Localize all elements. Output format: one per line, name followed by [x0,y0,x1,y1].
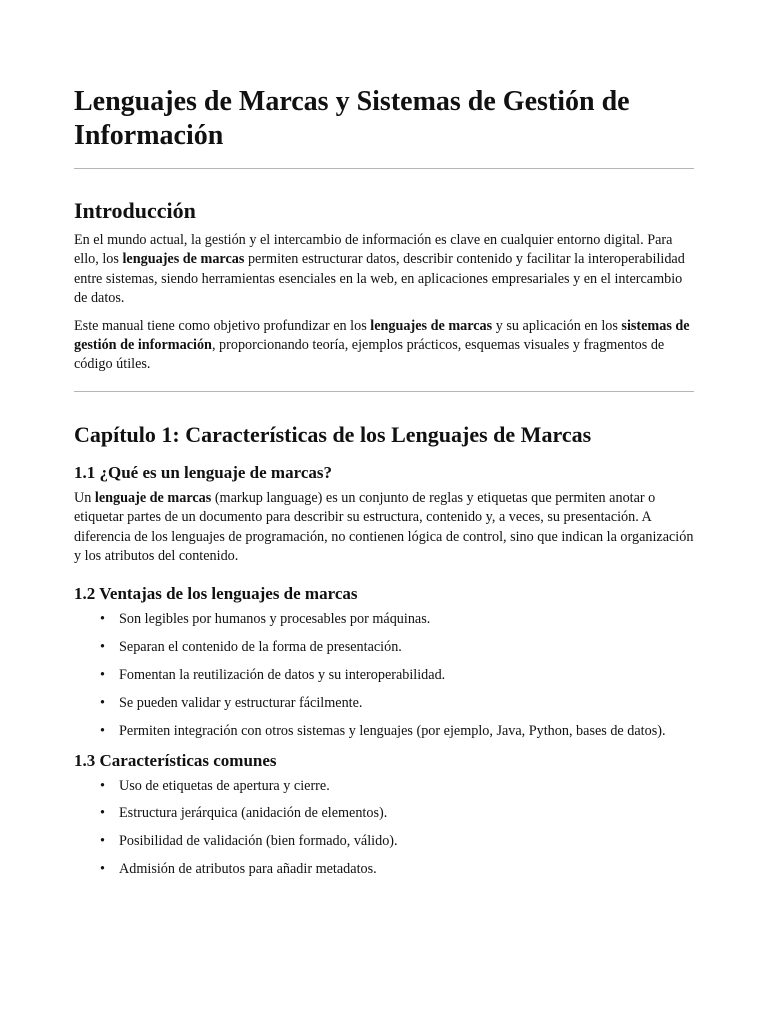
bullet-icon: • [100,805,105,822]
s1-bold: lenguaje de marcas [94,489,212,506]
bullet-icon: • [100,695,105,712]
list-item [74,638,694,657]
list-item [74,804,694,823]
bullet-icon: • [100,833,105,850]
bullet-icon: • [100,611,105,628]
bullet-icon: • [100,723,105,740]
list-item [74,722,694,741]
list-item-text: Estructura jerárquica (anidación de elementos). [119,805,388,822]
intro-divider [74,391,694,392]
s1-text-a: Un [74,489,95,506]
list-item-text: Son legibles por humanos y procesables por máquinas. [119,611,431,628]
list-item-text: Fomentan la reutilización de datos y su interoperabilidad. [119,667,446,684]
list-item [74,777,694,796]
intro-p2-text-a: Este manual tiene como objetivo profundizar en los [74,317,371,334]
list-item [74,694,694,713]
advantages-list [74,610,694,741]
intro-paragraph-1 [74,231,694,309]
chapter-1-heading: Capítulo 1: Características de los Lenguajes de Marcas [74,421,592,447]
section-1-3-heading: 1.3 Características comunes [74,750,277,770]
intro-p2-text-c: y su aplicación en los [492,317,622,334]
list-item [74,860,694,879]
list-item-text: Posibilidad de validación (bien formado, válido). [119,833,398,850]
intro-p1-text-c: permiten estructurar datos, describir contenido y facilitar la interoperabilidad entre sistemas, siendo herramientas esenciales en la web, en aplicaciones empresariales y en el intercambio de datos. [74,251,685,307]
bullet-icon: • [100,667,105,684]
intro-p2-bold-1: lenguajes de marcas [370,317,493,334]
features-list [74,777,694,880]
title-divider [74,168,694,169]
list-item-text: Se pueden validar y estructurar fácilmente. [119,695,363,712]
document-title: Lenguajes de Marcas y Sistemas de Gestión de Información [74,86,630,151]
list-item-text: Uso de etiquetas de apertura y cierre. [119,777,330,794]
list-item [74,610,694,629]
intro-paragraph-2 [74,317,694,375]
intro-p2-bold-2: sistemas de gestión de información [74,317,690,354]
intro-heading: Introducción [74,198,196,223]
bullet-icon: • [100,861,105,878]
list-item [74,832,694,851]
bullet-icon: • [100,777,105,794]
list-item-text: Permiten integración con otros sistemas y lenguajes (por ejemplo, Java, Python, bases de datos). [119,723,666,740]
list-item [74,666,694,685]
list-item-text: Admisión de atributos para añadir metadatos. [119,861,377,878]
section-1-1-paragraph [74,489,694,567]
section-1-2-heading: 1.2 Ventajas de los lenguajes de marcas [74,584,358,604]
s1-text-c: (markup language) es un conjunto de reglas y etiquetas que permiten anotar o etiquetar partes de un documento para describir su estructura, contenido y, a veces, su presentación. A diferencia de los lenguajes de programación, no contienen lógica de control, sino que indican la organización y los atributos del contenido. [74,489,694,565]
section-1-1-heading: 1.1 ¿Qué es un lenguaje de marcas? [74,462,332,482]
bullet-icon: • [100,639,105,656]
intro-p1-bold: lenguajes de marcas [122,251,245,268]
intro-p1-text-a: En el mundo actual, la gestión y el intercambio de información es clave en cualquier entorno digital. Para ello, los [74,232,673,268]
list-item-text: Separan el contenido de la forma de presentación. [119,639,402,656]
intro-p2-text-e: , proporcionando teoría, ejemplos prácticos, esquemas visuales y fragmentos de código útiles. [74,337,665,373]
